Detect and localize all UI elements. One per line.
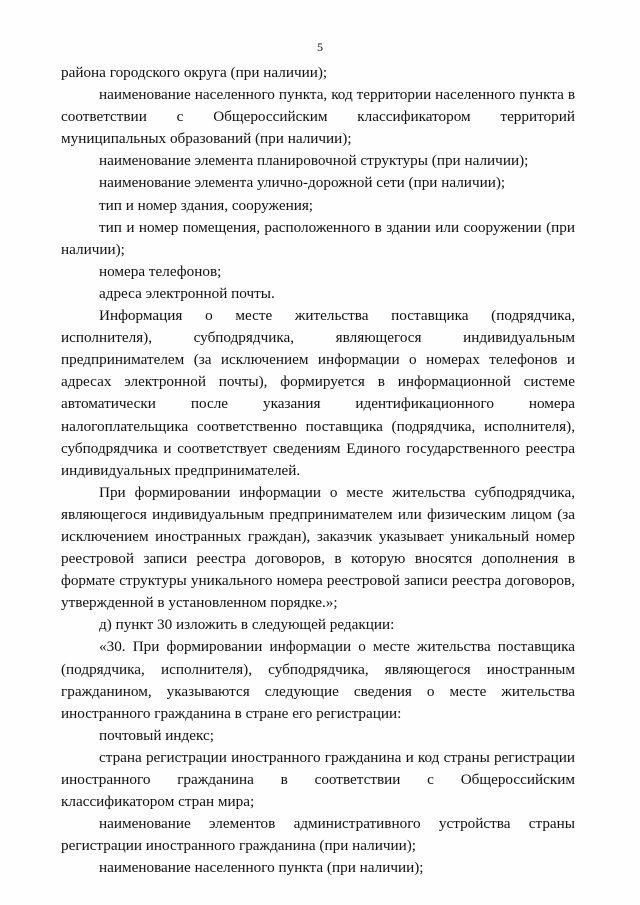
paragraph-item-30-amendment: д) пункт 30 изложить в следующей редакции: [99,616,395,634]
paragraph-planning-structure: наименование элемента планировочной структуры (при наличии); [99,152,529,170]
paragraph-building-type: тип и номер здания, сооружения; [99,196,314,214]
paragraph-street-network: наименование элемента улично-дорожной сети (при наличии); [99,174,506,192]
document-body [61,62,575,879]
page-number: 5 [317,40,323,54]
paragraph-supplier-residence-info: Информация о месте жительства поставщика (подрядчика, исполнителя), субподрядчика, являющегося индивидуальным предпринимателем (за исключением информации о номерах телефонов и адресах электронной почты), формируется в информационной системе автоматически после указания идентификационного номера налогоплательщика соответственно поставщика (подрядчика, исполнителя), субподрядчика и соответствует сведениям Единого государственного реестра индивидуальных предпринимателей. [61,307,575,479]
paragraph-email-addresses: адреса электронной почты. [99,284,275,302]
paragraph-district-continuation: района городского округа (при наличии); [61,64,328,81]
paragraph-registration-country: страна регистрации иностранного гражданина и код страны регистрации иностранного гражданина в соответствии с Общероссийским классификатором стран мира; [61,748,575,811]
paragraph-postal-code: почтовый индекс; [99,726,214,744]
paragraph-settlement-name: наименование населенного пункта, код территории населенного пункта в соответствии с Общероссийским классификатором территорий муниципальных образований (при наличии); [61,86,575,148]
paragraph-item-30-text: «30. При формировании информации о месте жительства поставщика (подрядчика, исполнителя), субподрядчика, являющегося иностранным гражданином, указываются следующие сведения о месте жительства иностранного гражданина в стране его регистрации: [61,638,575,722]
paragraph-phone-numbers: номера телефонов; [99,262,222,280]
paragraph-foreign-settlement-name: наименование населенного пункта (при наличии); [99,859,424,877]
paragraph-administrative-elements: наименование элементов административного устройства страны регистрации иностранного гражданина (при наличии); [61,815,575,855]
paragraph-premises-type: тип и номер помещения, расположенного в здании или сооружении (при наличии); [61,218,575,258]
paragraph-subcontractor-residence-info: При формировании информации о месте жительства субподрядчика, являющегося индивидуальным предпринимателем или физическим лицом (за исключением иностранных граждан), заказчик указывает уникальный номер реестровой записи реестра договоров, в которую вносятся дополнения в формате структуры уникального номера реестровой записи реестра договоров, утвержденной в установленном порядке.»; [61,483,575,612]
